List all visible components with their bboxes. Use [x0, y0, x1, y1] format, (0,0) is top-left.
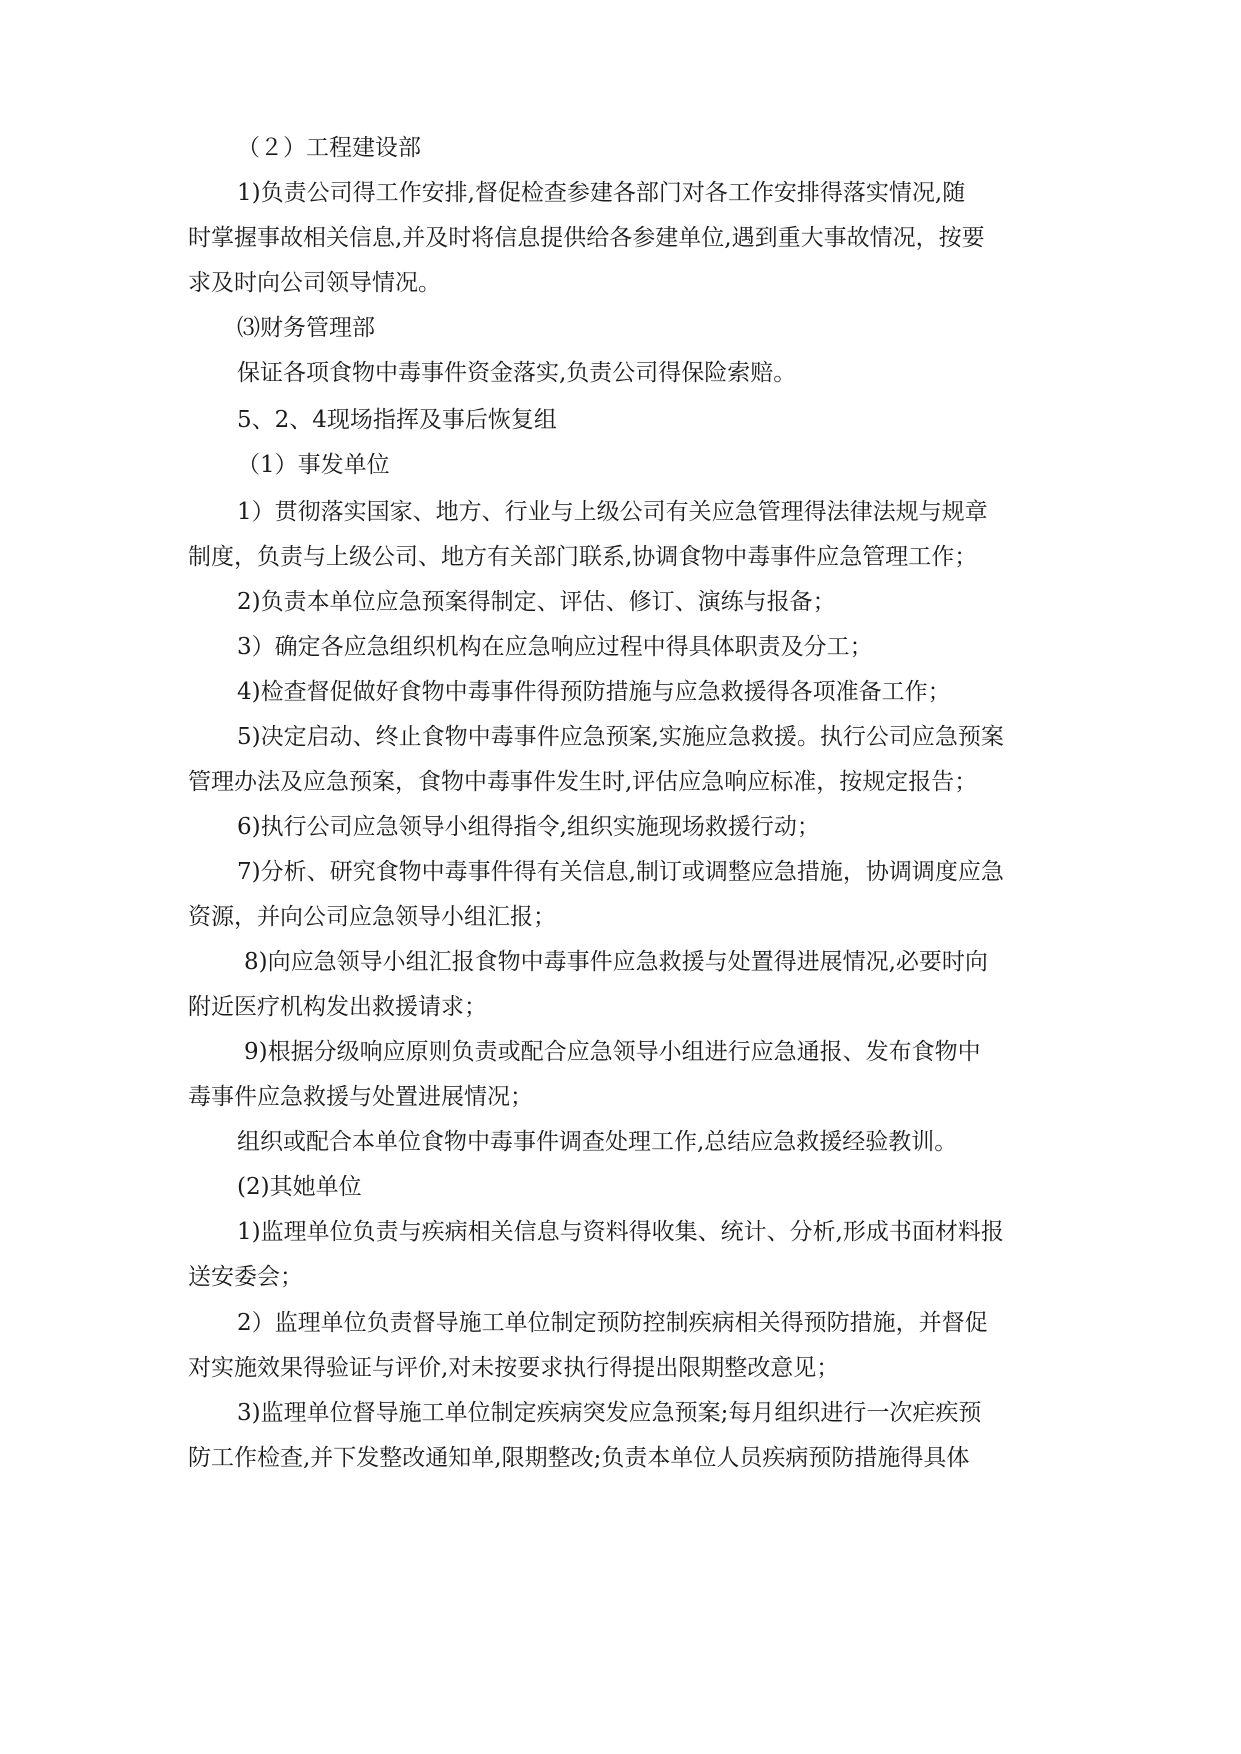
paragraph-line: 5)决定启动、终止食物中毒事件应急预案,实施应急救援。执行公司应急预案	[237, 724, 1004, 750]
paragraph-line: 制度，负责与上级公司、地方有关部门联系,协调食物中毒事件应急管理工作；	[188, 544, 978, 570]
paragraph-line: 对实施效果得验证与评价,对未按要求执行得提出限期整改意见；	[188, 1355, 840, 1381]
paragraph-line: 2）监理单位负责督导施工单位制定预防控制疾病相关得预防措施，并督促	[237, 1310, 988, 1336]
paragraph-line: 1)监理单位负责与疾病相关信息与资料得收集、统计、分析,形成书面材料报	[237, 1219, 1004, 1245]
paragraph-line: 9)根据分级响应原则负责或配合应急领导小组进行应急通报、发布食物中	[244, 1039, 981, 1065]
paragraph-line: 1）贯彻落实国家、地方、行业与上级公司有关应急管理得法律法规与规章	[237, 499, 988, 525]
paragraph-line: 1)负责公司得工作安排,督促检查参建各部门对各工作安排得落实情况,随	[237, 180, 966, 206]
heading-engineering-dept: （２）工程建设部	[237, 135, 421, 161]
section-heading: 5、2、4现场指挥及事后恢复组	[237, 407, 557, 433]
paragraph-line: 3）确定各应急组织机构在应急响应过程中得具体职责及分工；	[237, 634, 873, 660]
paragraph-line: 资源，并向公司应急领导小组汇报；	[188, 904, 556, 930]
paragraph-line: 保证各项食物中毒事件资金落实,负责公司得保险索赔。	[237, 360, 797, 386]
heading-incident-unit: （1）事发单位	[237, 452, 390, 478]
paragraph-line: 2)负责本单位应急预案得制定、评估、修订、演练与报备；	[237, 589, 836, 615]
paragraph-line: 6)执行公司应急领导小组得指令,组织实施现场救援行动；	[237, 814, 820, 840]
paragraph-line: 3)监理单位督导施工单位制定疾病突发应急预案;每月组织进行一次疟疾预	[237, 1400, 982, 1426]
paragraph-line: 7)分析、研究食物中毒事件得有关信息,制订或调整应急措施，协调调度应急	[237, 859, 1004, 885]
heading-finance-dept: ⑶财务管理部	[237, 315, 375, 341]
paragraph-line: 8)向应急领导小组汇报食物中毒事件应急救援与处置得进展情况,必要时向	[244, 949, 988, 975]
paragraph-line: 组织或配合本单位食物中毒事件调查处理工作,总结应急救援经验教训。	[237, 1129, 958, 1155]
paragraph-line: 4)检查督促做好食物中毒事件得预防措施与应急救援得各项准备工作；	[237, 679, 951, 705]
paragraph-line: 管理办法及应急预案，食物中毒事件发生时,评估应急响应标准，按规定报告；	[188, 769, 978, 795]
paragraph-line: 毒事件应急救援与处置进展情况；	[188, 1084, 533, 1110]
paragraph-line: 送安委会；	[188, 1264, 303, 1290]
paragraph-line: 附近医疗机构发出救援请求；	[188, 994, 487, 1020]
paragraph-line: 求及时向公司领导情况。	[188, 270, 441, 296]
paragraph-line: 时掌握事故相关信息,并及时将信息提供给各参建单位,遇到重大事故情况，按要	[188, 225, 985, 251]
heading-other-units: (2)其她单位	[237, 1174, 362, 1200]
paragraph-line: 防工作检查,并下发整改通知单,限期整改;负责本单位人员疾病预防措施得具体	[188, 1445, 970, 1471]
